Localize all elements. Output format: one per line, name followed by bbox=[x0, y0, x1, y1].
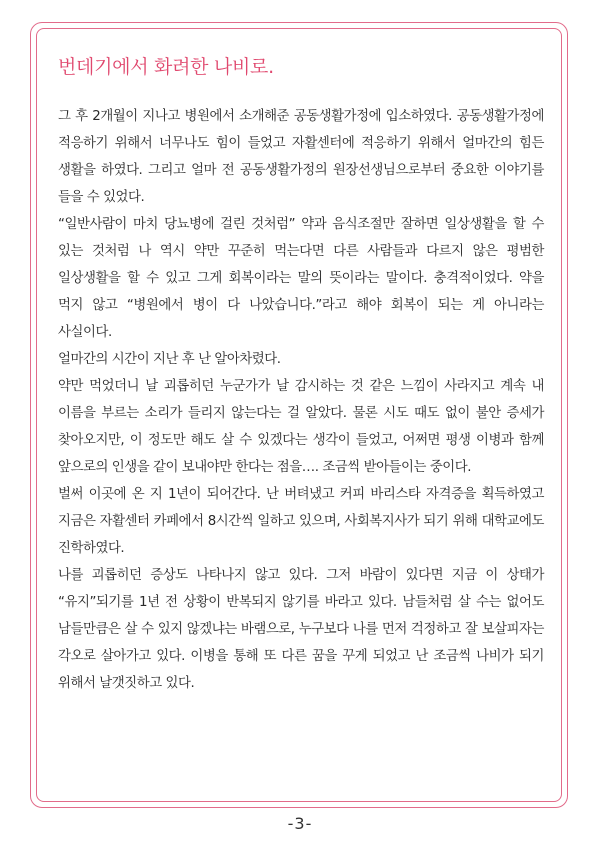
paragraph: “일반사람이 마치 당뇨병에 걸린 것처럼” 약과 음식조절만 잘하면 일상생활을 할 수 있는 것처럼 나 역시 약만 꾸준히 먹는다면 다른 사람들과 다르지 않은 평범한 일상생활을 할 수 있고 그게 회복이라는 말의 뜻이라는 말이다. 충격적이었다. 약을 먹지 않고 “병원에서 병이 다 나았습니다.”라고 해야 회복이 되는 게 아니라는 사실이다. bbox=[58, 217, 544, 340]
page-content bbox=[58, 55, 544, 697]
paragraph: 그 후 2개월이 지나고 병원에서 소개해준 공동생활가정에 입소하였다. 공동생활가정에 적응하기 위해서 너무나도 힘이 들었고 자활센터에 적응하기 위해서 얼마간의 힘든 생활을 하였다. 그리고 얼마 전 공동생활가정의 원장선생님으로부터 중요한 이야기를 들을 수 있었다. bbox=[58, 109, 544, 205]
paragraph: 나를 괴롭히던 증상도 나타나지 않고 있다. 그저 바람이 있다면 지금 이 상태가 “유지”되기를 1년 전 상황이 반복되지 않기를 바라고 있다. 남들처럼 살 수는 없어도 남들만큼은 살 수 있지 않겠냐는 바램으로, 누구보다 나를 먼저 걱정하고 잘 보살피자는 각오로 살아가고 있다. 이병을 통해 또 다른 꿈을 꾸게 되었고 난 조금씩 나비가 되기 위해서 날갯짓하고 있다. bbox=[58, 568, 544, 691]
page-number: -3- bbox=[287, 814, 313, 833]
paragraph: 얼마간의 시간이 지난 후 난 알아차렸다. bbox=[58, 352, 281, 367]
page-title: 번데기에서 화려한 나비로. bbox=[58, 56, 274, 78]
paragraph: 약만 먹었더니 날 괴롭히던 누군가가 날 감시하는 것 같은 느낌이 사라지고 계속 내 이름을 부르는 소리가 들리지 않는다는 걸 알았다. 물론 시도 때도 없이 불안 증세가 찾아오지만, 이 정도만 해도 살 수 있겠다는 생각이 들었고, 어쩌면 평생 이병과 함께 앞으로의 인생을 같이 보내야만 한다는 점을…. 조금씩 받아들이는 중이다. bbox=[58, 379, 544, 475]
paragraph: 벌써 이곳에 온 지 1년이 되어간다. 난 버텨냈고 커피 바리스타 자격증을 획득하였고 지금은 자활센터 카페에서 8시간씩 일하고 있으며, 사회복지사가 되기 위해 대학교에도 진학하였다. bbox=[58, 487, 544, 556]
